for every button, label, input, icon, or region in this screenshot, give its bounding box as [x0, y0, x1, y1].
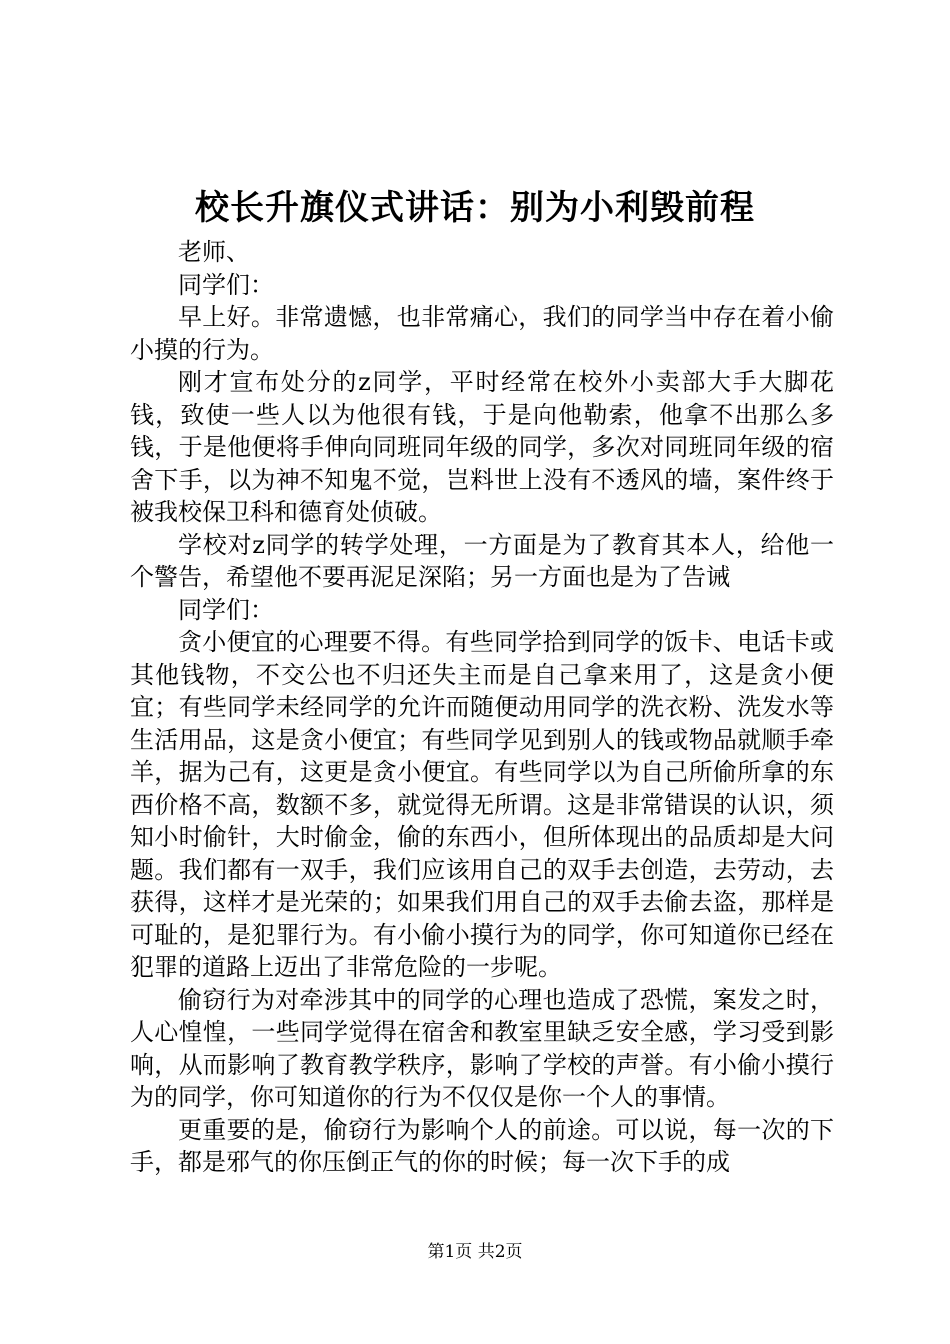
- paragraph-future-impact: 更重要的是，偷窃行为影响个人的前途。可以说，每一次的下手，都是邪气的你压倒正气的你的时候；每一次下手的成: [130, 1115, 834, 1176]
- paragraph-salutation-students: 同学们：: [178, 270, 274, 299]
- paragraph-petty-advantage: 贪小便宜的心理要不得。有些同学拾到同学的饭卡、电话卡或其他钱物，不交公也不归还失主而是自己拿来用了，这是贪小便宜；有些同学未经同学的允许而随便动用同学的洗衣粉、洗发水等生活用品，这是贪小便宜；有些同学见到别人的钱或物品就顺手牵羊，据为己有，这更是贪小便宜。有些同学以为自己所偷所拿的东西价格不高，数额不多，就觉得无所谓。这是非常错误的认识，须知小时偷针，大时偷金，偷的东西小，但所体现出的品质却是大问题。我们都有一双手，我们应该用自己的双手去创造，去劳动，去获得，这样才是光荣的；如果我们用自己的双手去偷去盗，那样是可耻的，是犯罪行为。有小偷小摸行为的同学，你可知道你已经在犯罪的道路上迈出了非常危险的一步呢。: [130, 628, 834, 981]
- paragraph-salutation-teachers: 老师、: [178, 238, 250, 266]
- page-footer: 第1页 共2页: [427, 1242, 523, 1262]
- document-body: [130, 236, 834, 1179]
- paragraph-salutation-students-2: 同学们：: [178, 595, 274, 624]
- paragraph-school-decision: 学校对z同学的转学处理，一方面是为了教育其本人，给他一个警告，希望他不要再泥足深陷；另一方面也是为了告诫: [130, 530, 834, 591]
- document-title: 校长升旗仪式讲话：别为小利毁前程: [195, 188, 755, 228]
- paragraph-psychological-impact: 偷窃行为对牵涉其中的同学的心理也造成了恐慌，案发之时，人心惶惶，一些同学觉得在宿舍和教室里缺乏安全感，学习受到影响，从而影响了教育教学秩序，影响了学校的声誉。有小偷小摸行为的同学，你可知道你的行为不仅仅是你一个人的事情。: [130, 985, 834, 1111]
- paragraph-greeting: 早上好。非常遗憾，也非常痛心，我们的同学当中存在着小偷小摸的行为。: [130, 303, 834, 364]
- paragraph-case-description: 刚才宣布处分的z同学，平时经常在校外小卖部大手大脚花钱，致使一些人以为他很有钱，于是向他勒索，他拿不出那么多钱，于是他便将手伸向同班同年级的同学，多次对同班同年级的宿舍下手，以为神不知鬼不觉，岂料世上没有不透风的墙，案件终于被我校保卫科和德育处侦破。: [130, 368, 834, 526]
